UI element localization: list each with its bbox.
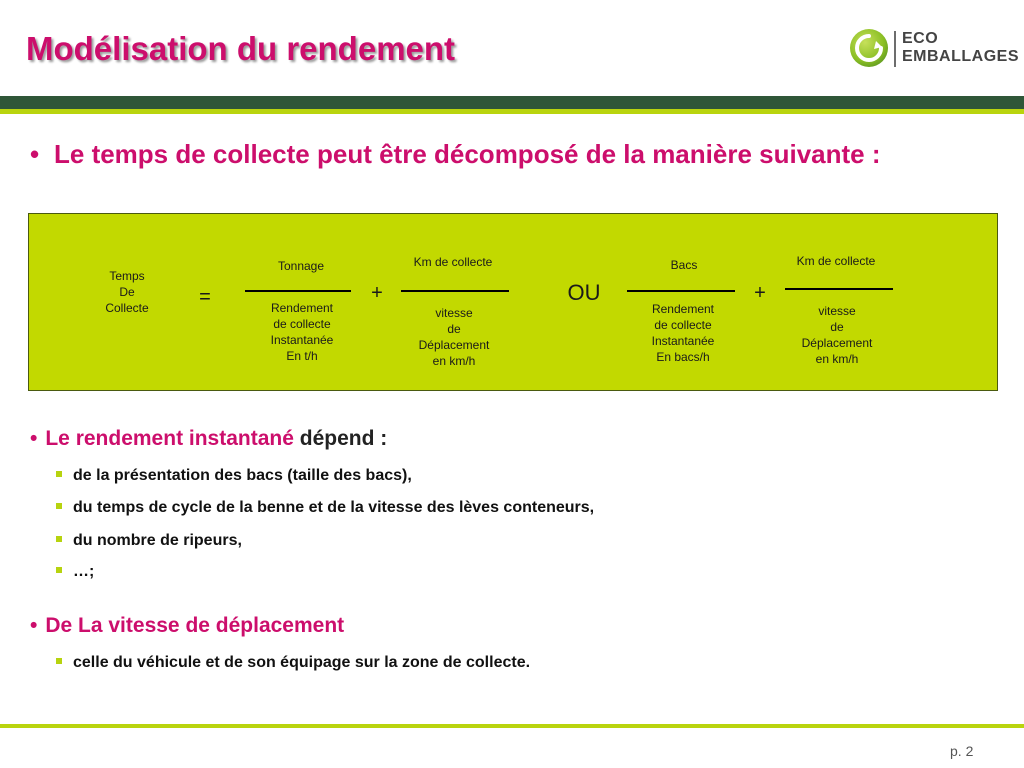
fraction-denominator-line: de bbox=[447, 322, 461, 336]
section-heading-pink: Le rendement instantané bbox=[45, 427, 294, 450]
fraction-denominator bbox=[419, 305, 490, 369]
green-square-bullet-icon bbox=[56, 536, 62, 542]
fraction-bar bbox=[245, 290, 351, 292]
fraction-denominator-line: Déplacement bbox=[801, 336, 873, 350]
intro-text: Le temps de collecte peut être décomposé de la manière suivante : bbox=[54, 139, 881, 169]
logo-divider bbox=[894, 31, 896, 67]
list-item bbox=[56, 467, 412, 485]
bullet-dot: • bbox=[30, 139, 40, 169]
intro-bullet bbox=[30, 139, 990, 170]
fraction-denominator bbox=[802, 303, 873, 367]
header-dark-band bbox=[0, 96, 1024, 109]
fraction-denominator-line: de collecte bbox=[654, 318, 712, 332]
fraction-denominator-line: en km/h bbox=[815, 352, 859, 366]
page-title: Modélisation du rendement bbox=[26, 30, 456, 67]
fraction-denominator-line: vitesse bbox=[435, 306, 473, 320]
fraction-denominator-line: Instantanée bbox=[651, 334, 715, 348]
or-separator: OU bbox=[567, 280, 601, 305]
eco-emballages-logo bbox=[850, 27, 1019, 73]
list-item-text: …; bbox=[73, 563, 95, 580]
green-square-bullet-icon bbox=[56, 503, 62, 509]
footer-lime-band bbox=[0, 724, 1024, 728]
list-item-text: de la présentation des bacs (taille des bacs), bbox=[73, 467, 412, 484]
fraction-bar bbox=[785, 288, 893, 290]
list-item bbox=[56, 499, 594, 517]
list-item-text: du nombre de ripeurs, bbox=[73, 532, 242, 549]
fraction-denominator-line: En t/h bbox=[286, 349, 318, 363]
bullet-dot: • bbox=[30, 427, 38, 450]
recycle-logo-icon bbox=[850, 29, 888, 67]
plus-sign: + bbox=[754, 282, 766, 304]
list-item-text: celle du véhicule et de son équipage sur la zone de collecte. bbox=[73, 654, 531, 671]
section-heading-rendement bbox=[30, 427, 387, 451]
list-item bbox=[56, 532, 242, 550]
fraction-numerator: Bacs bbox=[670, 258, 698, 272]
formula-lhs-line: De bbox=[119, 285, 135, 299]
logo-text-eco: ECO bbox=[902, 30, 939, 47]
green-square-bullet-icon bbox=[56, 658, 62, 664]
fraction-denominator-line: en km/h bbox=[432, 354, 476, 368]
fraction-denominator-line: Instantanée bbox=[270, 333, 334, 347]
green-square-bullet-icon bbox=[56, 471, 62, 477]
formula-lhs bbox=[105, 268, 148, 316]
fraction-denominator-line: Déplacement bbox=[418, 338, 490, 352]
fraction-bar bbox=[627, 290, 735, 292]
fraction-denominator bbox=[271, 300, 334, 364]
fraction-denominator-line: de bbox=[830, 320, 844, 334]
fraction-numerator: Km de collecte bbox=[413, 255, 493, 269]
fraction-denominator-line: vitesse bbox=[818, 304, 856, 318]
fraction-denominator bbox=[652, 301, 715, 365]
fraction-denominator-line: En bacs/h bbox=[656, 350, 710, 364]
section-heading-dark: dépend : bbox=[299, 427, 388, 450]
list-item-text: du temps de cycle de la benne et de la vitesse des lèves conteneurs, bbox=[73, 499, 595, 516]
plus-sign: + bbox=[371, 282, 383, 304]
page-number: p. 2 bbox=[950, 743, 974, 759]
fraction-numerator: Tonnage bbox=[277, 259, 325, 273]
fraction-bar bbox=[401, 290, 509, 292]
bullet-dot: • bbox=[30, 614, 38, 637]
logo-text-emballages: EMBALLAGES bbox=[902, 48, 1019, 65]
formula-box bbox=[28, 213, 998, 391]
section-heading-vitesse bbox=[30, 614, 344, 638]
equals-sign: = bbox=[199, 286, 211, 308]
section-heading-pink: De La vitesse de déplacement bbox=[45, 614, 345, 637]
green-square-bullet-icon bbox=[56, 567, 62, 573]
formula-lhs-line: Collecte bbox=[105, 301, 149, 315]
fraction-denominator-line: Rendement bbox=[270, 301, 334, 315]
list-item bbox=[56, 654, 530, 672]
fraction-denominator-line: Rendement bbox=[651, 302, 715, 316]
fraction-denominator-line: de collecte bbox=[273, 317, 331, 331]
header-lime-band bbox=[0, 109, 1024, 114]
fraction-numerator: Km de collecte bbox=[796, 254, 876, 268]
formula-lhs-line: Temps bbox=[109, 269, 145, 283]
list-item bbox=[56, 563, 94, 581]
